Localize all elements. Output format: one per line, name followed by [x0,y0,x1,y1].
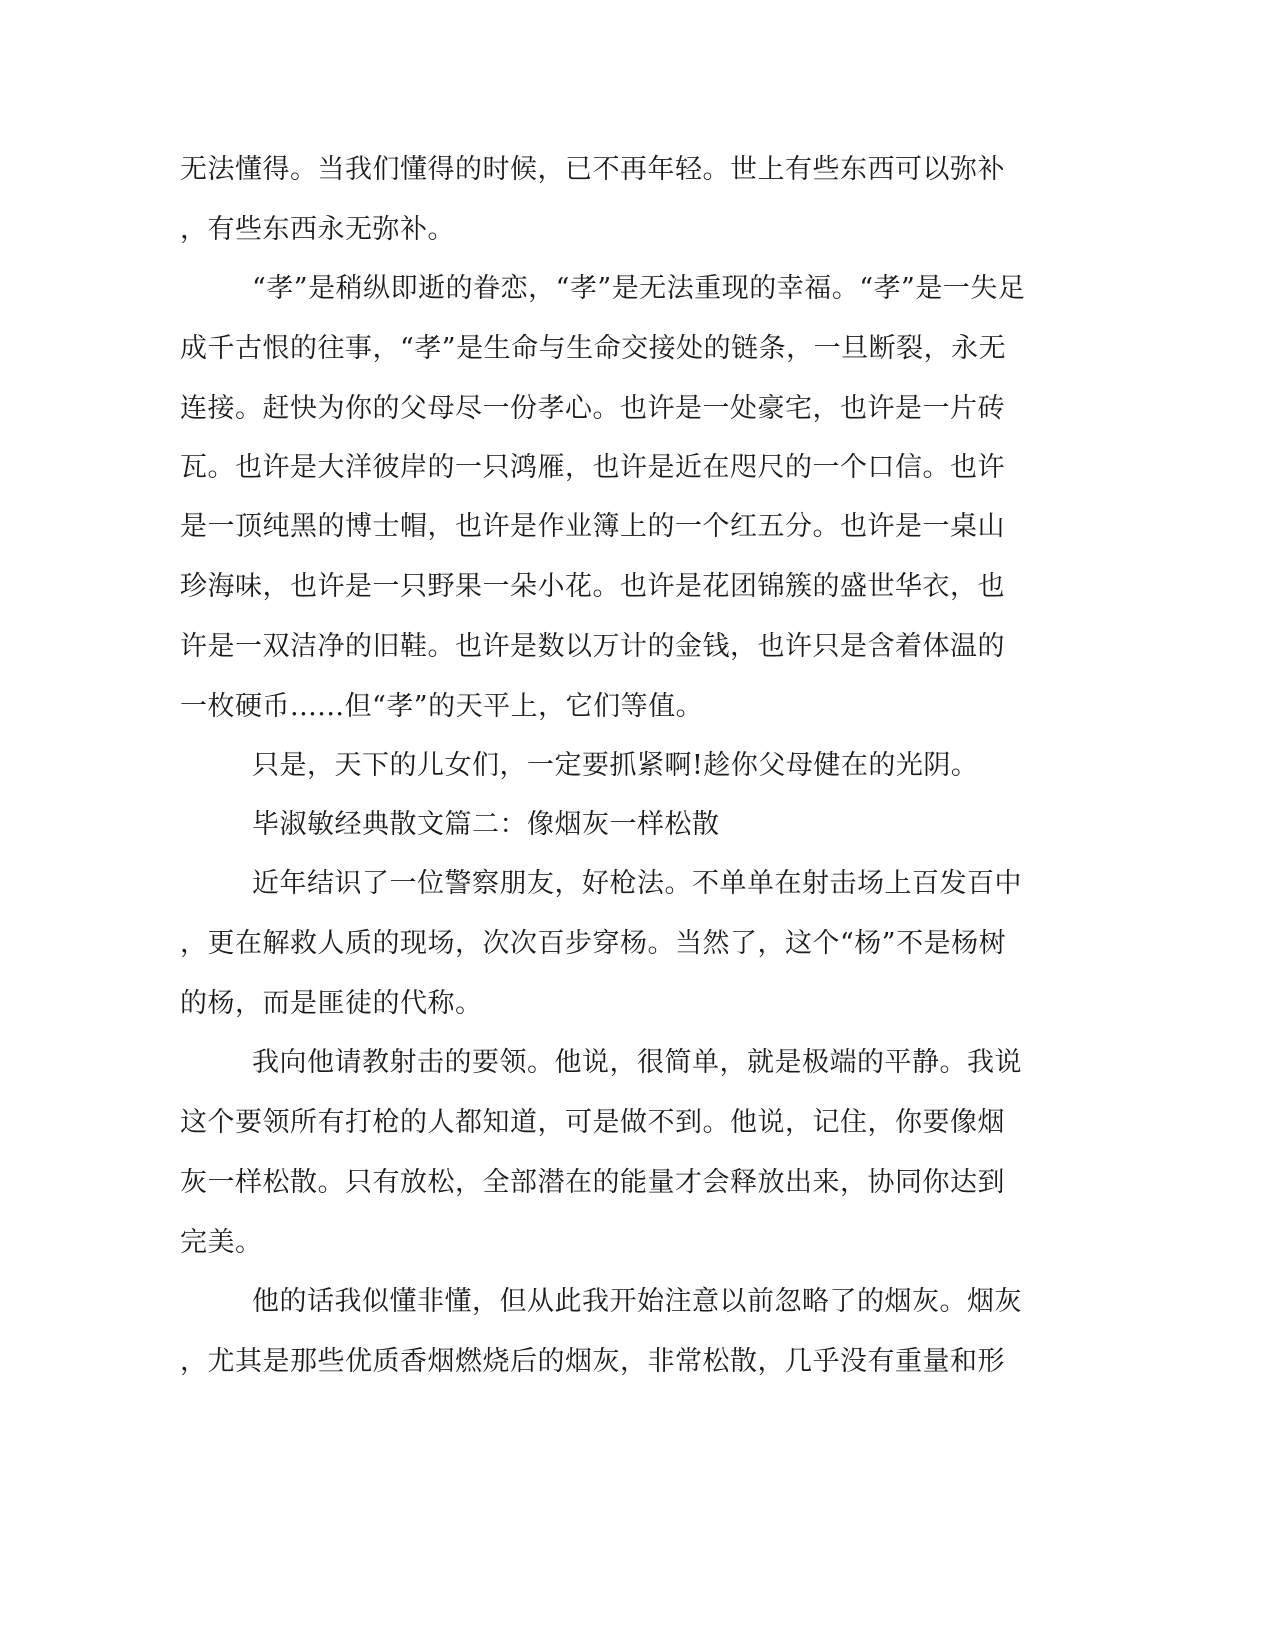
text-line: 瓦。也许是大洋彼岸的一只鸿雁，也许是近在咫尺的一个口信。也许 [180,452,1005,483]
text-line: 灰一样松散。只有放松，全部潜在的能量才会释放出来，协同你达到 [180,1167,1005,1198]
text-line: 完美。 [180,1227,263,1258]
text-line: ，有些东西永无弥补。 [180,214,455,245]
text-line: 无法懂得。当我们懂得的时候，已不再年轻。世上有些东西可以弥补 [180,154,1005,185]
text-line: 珍海味，也许是一只野果一朵小花。也许是花团锦簇的盛世华衣，也 [180,571,1005,602]
text-line: 的杨，而是匪徒的代称。 [180,988,483,1019]
paragraph-first-line: 他的话我似懂非懂，但从此我开始注意以前忽略了的烟灰。烟灰 [252,1286,1022,1317]
paragraph-first-line: “孝”是稍纵即逝的眷恋，“孝”是无法重现的幸福。“孝”是一失足 [252,273,1026,304]
text-line: 连接。赶快为你的父母尽一份孝心。也许是一处豪宅，也许是一片砖 [180,393,1005,424]
text-line: 这个要领所有打枪的人都知道，可是做不到。他说，记住，你要像烟 [180,1107,1005,1138]
text-line: 成千古恨的往事，“孝”是生命与生命交接处的链条，一旦断裂，永无 [180,333,1007,364]
text-line: 一枚硬币......但“孝”的天平上，它们等值。 [180,691,704,722]
paragraph-first-line: 近年结识了一位警察朋友，好枪法。不单单在射击场上百发百中 [252,868,1022,899]
paragraph-first-line: 只是，天下的儿女们，一定要抓紧啊!趁你父母健在的光阴。 [252,750,979,781]
text-line: ，尤其是那些优质香烟燃烧后的烟灰，非常松散，几乎没有重量和形 [180,1346,1005,1377]
text-line: ，更在解救人质的现场，次次百步穿杨。当然了，这个“杨”不是杨树 [180,928,1007,959]
text-line: 许是一双洁净的旧鞋。也许是数以万计的金钱，也许只是含着体温的 [180,631,1005,662]
paragraph-first-line: 我向他请教射击的要领。他说，很简单，就是极端的平静。我说 [252,1047,1022,1078]
text-line: 是一顶纯黑的博士帽，也许是作业簿上的一个红五分。也许是一桌山 [180,511,1005,542]
text-column [180,156,1026,1375]
section-heading: 毕淑敏经典散文篇二：像烟灰一样松散 [252,809,720,840]
